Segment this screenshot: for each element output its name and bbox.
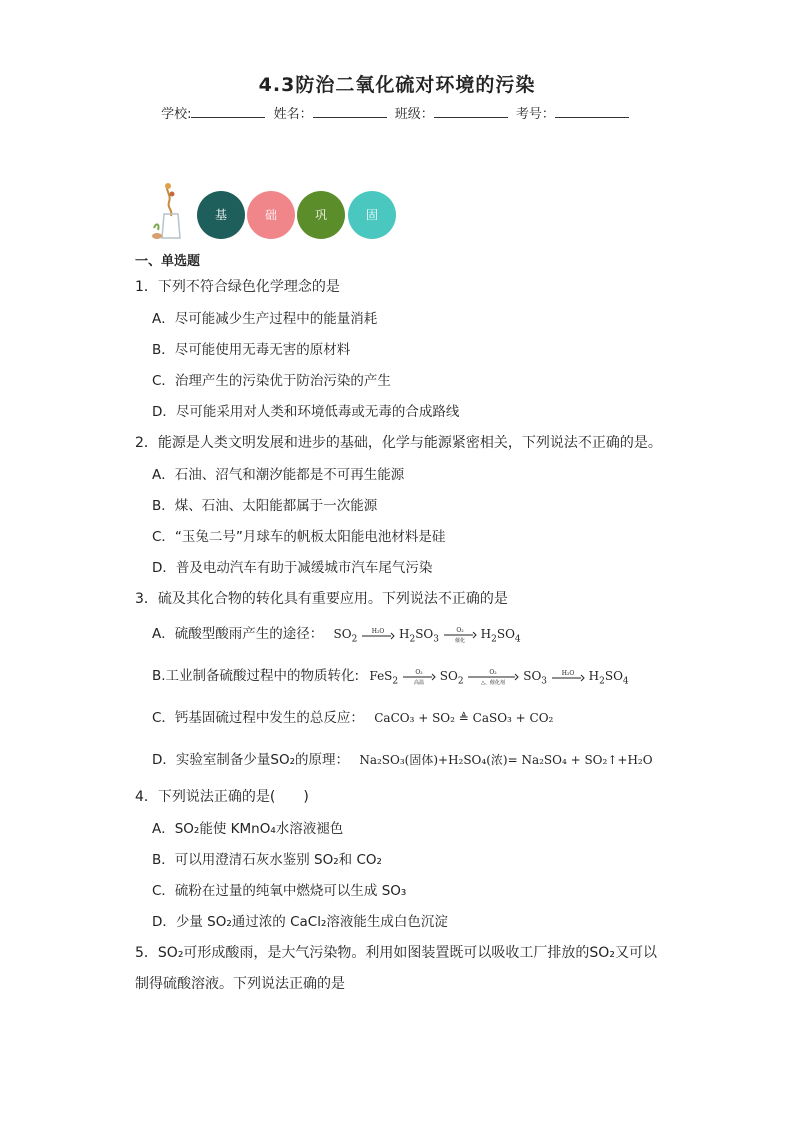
question-5-stem-line-2: 制得硫酸溶液。下列说法正确的是 xyxy=(135,976,345,992)
q1-option-b[interactable]: B．尽可能使用无毒无害的原材料 xyxy=(152,342,351,358)
svg-text:O₂: O₂ xyxy=(415,668,423,676)
section-heading: 一、单选题 xyxy=(135,254,201,269)
q4-option-a[interactable]: A．SO₂能使 KMnO₄水溶液褪色 xyxy=(152,821,344,837)
q1-option-d[interactable]: D．尽可能采用对人类和环境低毒或无毒的合成路线 xyxy=(152,404,460,420)
svg-text:高温: 高温 xyxy=(413,679,424,685)
reaction-arrow-icon xyxy=(467,669,519,685)
q3-option-a-formula: $SO_2$ H₂O $H_2SO_3$ O₂ 催化 $H_2SO_4$ xyxy=(333,626,521,645)
svg-text:H₂O: H₂O xyxy=(371,627,385,635)
question-1-stem: 1．下列不符合绿色化学理念的是 xyxy=(135,279,340,295)
svg-text:O₂: O₂ xyxy=(489,668,498,676)
class-field[interactable] xyxy=(434,105,508,118)
question-2-stem: 2．能源是人类文明发展和进步的基础，化学与能源紧密相关，下列说法不正确的是。 xyxy=(135,435,662,451)
reaction-arrow-icon xyxy=(443,627,477,643)
reaction-arrow-icon xyxy=(402,669,436,685)
q3-option-b-label: B.工业制备硫酸过程中的物质转化: xyxy=(152,668,360,684)
q3-option-c-formula: CaCO₃ + SO₂ ≜ CaSO₃ + CO₂ xyxy=(374,711,554,725)
q3-option-c[interactable] xyxy=(152,706,553,726)
badge-gong: 巩 xyxy=(297,191,345,239)
q3-option-a[interactable] xyxy=(152,622,521,644)
reaction-arrow-icon xyxy=(551,670,585,684)
name-label: 姓名： xyxy=(273,107,313,122)
class-label: 班级： xyxy=(394,107,434,122)
school-label: 学校: xyxy=(161,107,192,122)
q3-option-d-label: D．实验室制备少量SO₂的原理： xyxy=(152,752,350,768)
q1-option-c[interactable]: C．治理产生的污染优于防治污染的产生 xyxy=(152,373,391,389)
q2-option-c[interactable]: C．“玉兔二号”月球车的帆板太阳能电池材料是硅 xyxy=(152,529,446,545)
exam-number-field[interactable] xyxy=(555,105,629,118)
plant-vase-icon xyxy=(150,180,190,242)
svg-text:H₂O: H₂O xyxy=(561,669,575,677)
badge-ji: 基 xyxy=(197,191,245,239)
q3-option-b[interactable] xyxy=(152,664,629,686)
badge-chu: 础 xyxy=(247,191,295,239)
q4-option-d[interactable]: D．少量 SO₂通过浓的 CaCl₂溶液能生成白色沉淀 xyxy=(152,914,448,930)
q3-option-a-label: A．硫酸型酸雨产生的途径： xyxy=(152,626,324,642)
svg-text:△、催化剂: △、催化剂 xyxy=(481,679,506,685)
name-field[interactable] xyxy=(313,105,387,118)
q3-option-c-label: C．钙基固硫过程中发生的总反应： xyxy=(152,710,364,726)
q1-option-a[interactable]: A．尽可能减少生产过程中的能量消耗 xyxy=(152,311,378,327)
q4-option-c[interactable]: C．硫粉在过量的纯氧中燃烧可以生成 SO₃ xyxy=(152,883,407,899)
q2-option-a[interactable]: A．石油、沼气和潮汐能都是不可再生能源 xyxy=(152,467,405,483)
question-3-stem: 3．硫及其化合物的转化具有重要应用。下列说法不正确的是 xyxy=(135,591,508,607)
badge-gu: 固 xyxy=(348,191,396,239)
question-4-stem: 4．下列说法正确的是( ) xyxy=(135,789,309,805)
q3-option-d[interactable] xyxy=(152,748,653,768)
question-5-stem-line-1: 5．SO₂可形成酸雨，是大气污染物。利用如图装置既可以吸收工厂排放的SO₂又可以 xyxy=(135,945,657,961)
svg-text:O₂: O₂ xyxy=(456,626,464,634)
school-field[interactable] xyxy=(191,105,265,118)
q2-option-b[interactable]: B．煤、石油、太阳能都属于一次能源 xyxy=(152,498,378,514)
q3-option-d-formula: Na₂SO₃(固体)+H₂SO₄(浓)= Na₂SO₄ + SO₂↑+H₂O xyxy=(359,753,653,767)
svg-text:催化: 催化 xyxy=(454,637,465,643)
reaction-arrow-icon xyxy=(361,628,395,642)
exam-number-label: 考号： xyxy=(515,107,555,122)
student-info-line xyxy=(0,103,794,122)
page-title: 4.3防治二氧化硫对环境的污染 xyxy=(258,74,536,96)
q4-option-b[interactable]: B．可以用澄清石灰水鉴别 SO₂和 CO₂ xyxy=(152,852,382,868)
q2-option-d[interactable]: D．普及电动汽车有助于减缓城市汽车尾气污染 xyxy=(152,560,433,576)
q3-option-b-formula: FeS$_2$ O₂ 高温 $SO_2$ O₂ △、催化剂 $SO_3$ H₂O $H_2SO_4$ xyxy=(369,668,629,687)
